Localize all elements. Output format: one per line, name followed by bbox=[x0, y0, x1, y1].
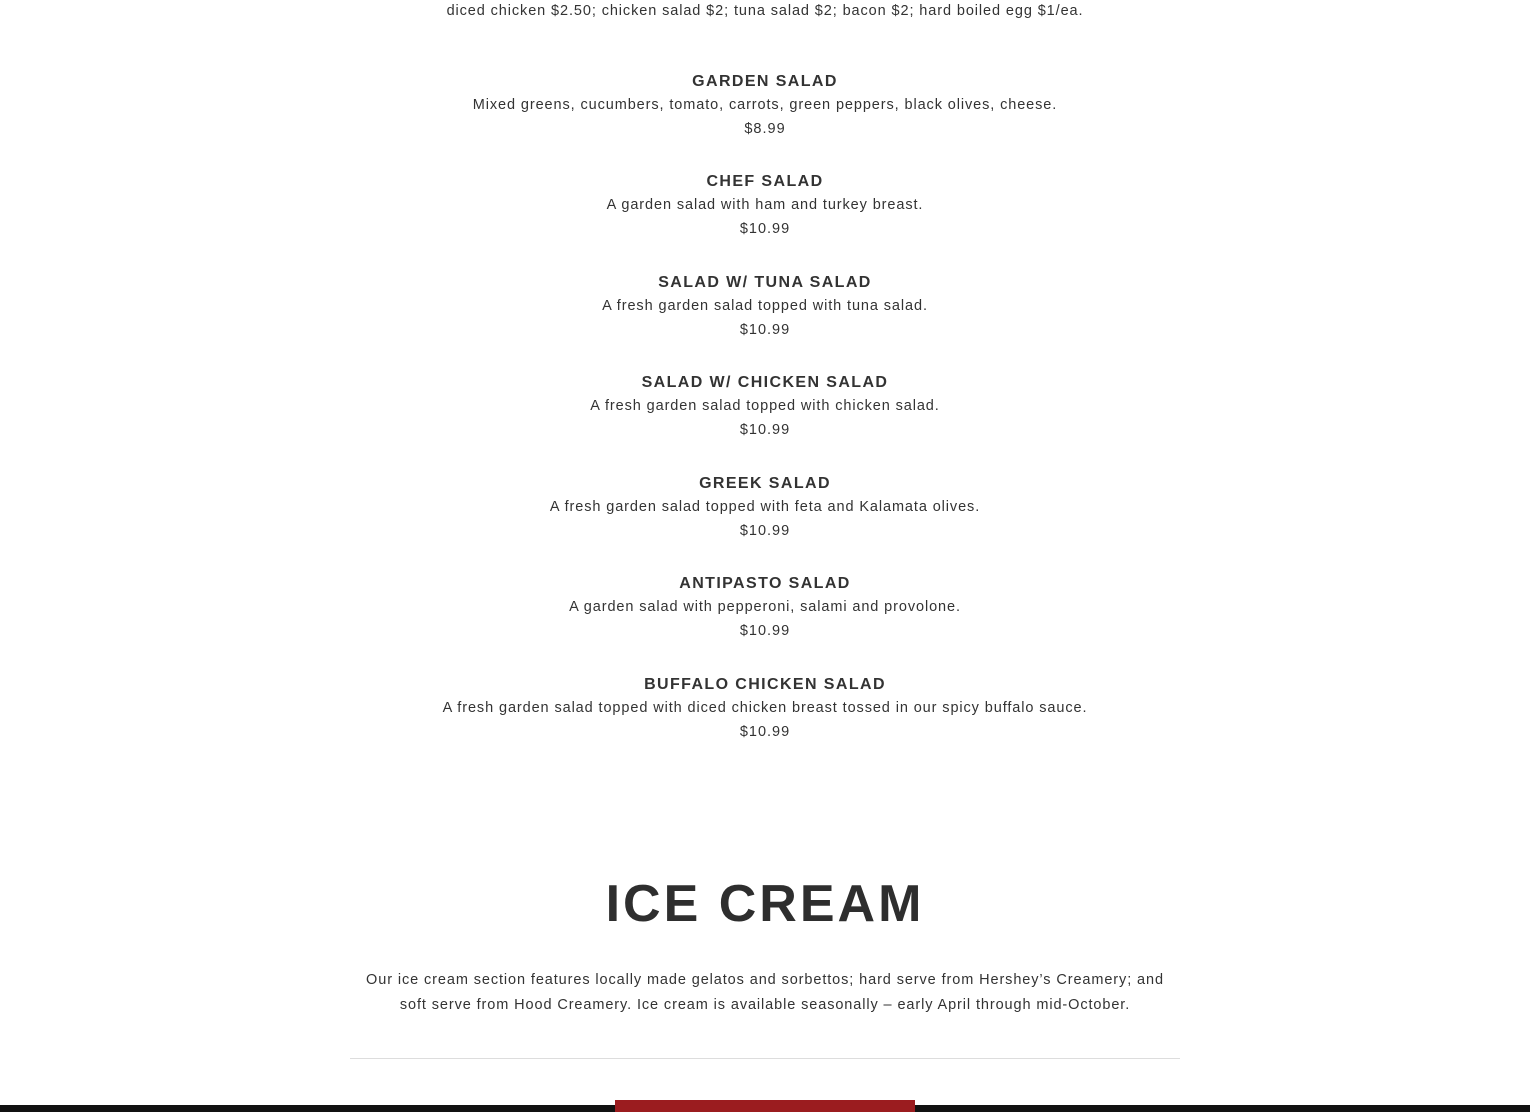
ice-cream-intro-line: soft serve from Hood Creamery. Ice cream is available seasonally – early April through mid-October. bbox=[399, 997, 1131, 1013]
menu-item-description: A fresh garden salad topped with feta and Kalamata olives. bbox=[549, 499, 981, 515]
menu-item-chef-salad bbox=[0, 172, 1530, 239]
menu-item-name: ANTIPASTO SALAD bbox=[679, 575, 851, 592]
menu-item-description: Mixed greens, cucumbers, tomato, carrots, green peppers, black olives, cheese. bbox=[472, 97, 1058, 113]
menu-item-buffalo-chicken-salad bbox=[0, 675, 1530, 742]
menu-item-name: SALAD W/ CHICKEN SALAD bbox=[641, 374, 889, 391]
menu-item-greek-salad bbox=[0, 474, 1530, 541]
menu-item-price: $10.99 bbox=[739, 523, 791, 539]
menu-item-description: A fresh garden salad topped with diced chicken breast tossed in our spicy buffalo sauce. bbox=[442, 700, 1088, 716]
menu-item-price: $8.99 bbox=[744, 121, 786, 137]
menu-item-garden-salad bbox=[0, 72, 1530, 139]
salad-addons-text: diced chicken $2.50; chicken salad $2; tuna salad $2; bacon $2; hard boiled egg $1/ea. bbox=[446, 3, 1084, 19]
menu-tab-button[interactable] bbox=[615, 1100, 915, 1112]
ice-cream-intro bbox=[350, 968, 1180, 1018]
ice-cream-section-title: ICE CREAM bbox=[605, 875, 925, 933]
menu-item-price: $10.99 bbox=[739, 724, 791, 740]
menu-item-price: $10.99 bbox=[739, 422, 791, 438]
menu-item-salad-tuna bbox=[0, 273, 1530, 340]
menu-item-name: BUFFALO CHICKEN SALAD bbox=[644, 676, 886, 693]
menu-item-description: A fresh garden salad topped with tuna salad. bbox=[602, 298, 928, 314]
menu-item-description: A garden salad with pepperoni, salami and provolone. bbox=[569, 599, 961, 615]
menu-item-price: $10.99 bbox=[739, 623, 791, 639]
menu-item-antipasto-salad bbox=[0, 574, 1530, 641]
section-divider bbox=[350, 1058, 1180, 1059]
menu-item-description: A garden salad with ham and turkey breast. bbox=[606, 197, 924, 213]
ice-cream-intro-line: Our ice cream section features locally made gelatos and sorbettos; hard serve from Hershey’s Creamery; and bbox=[366, 972, 1164, 988]
menu-item-price: $10.99 bbox=[739, 322, 791, 338]
menu-item-price: $10.99 bbox=[739, 221, 791, 237]
menu-item-name: GARDEN SALAD bbox=[692, 73, 838, 90]
menu-item-salad-chicken bbox=[0, 373, 1530, 440]
menu-item-description: A fresh garden salad topped with chicken salad. bbox=[590, 398, 940, 414]
menu-item-name: CHEF SALAD bbox=[706, 173, 824, 190]
menu-item-name: SALAD W/ TUNA SALAD bbox=[658, 274, 872, 291]
menu-item-name: GREEK SALAD bbox=[699, 475, 831, 492]
